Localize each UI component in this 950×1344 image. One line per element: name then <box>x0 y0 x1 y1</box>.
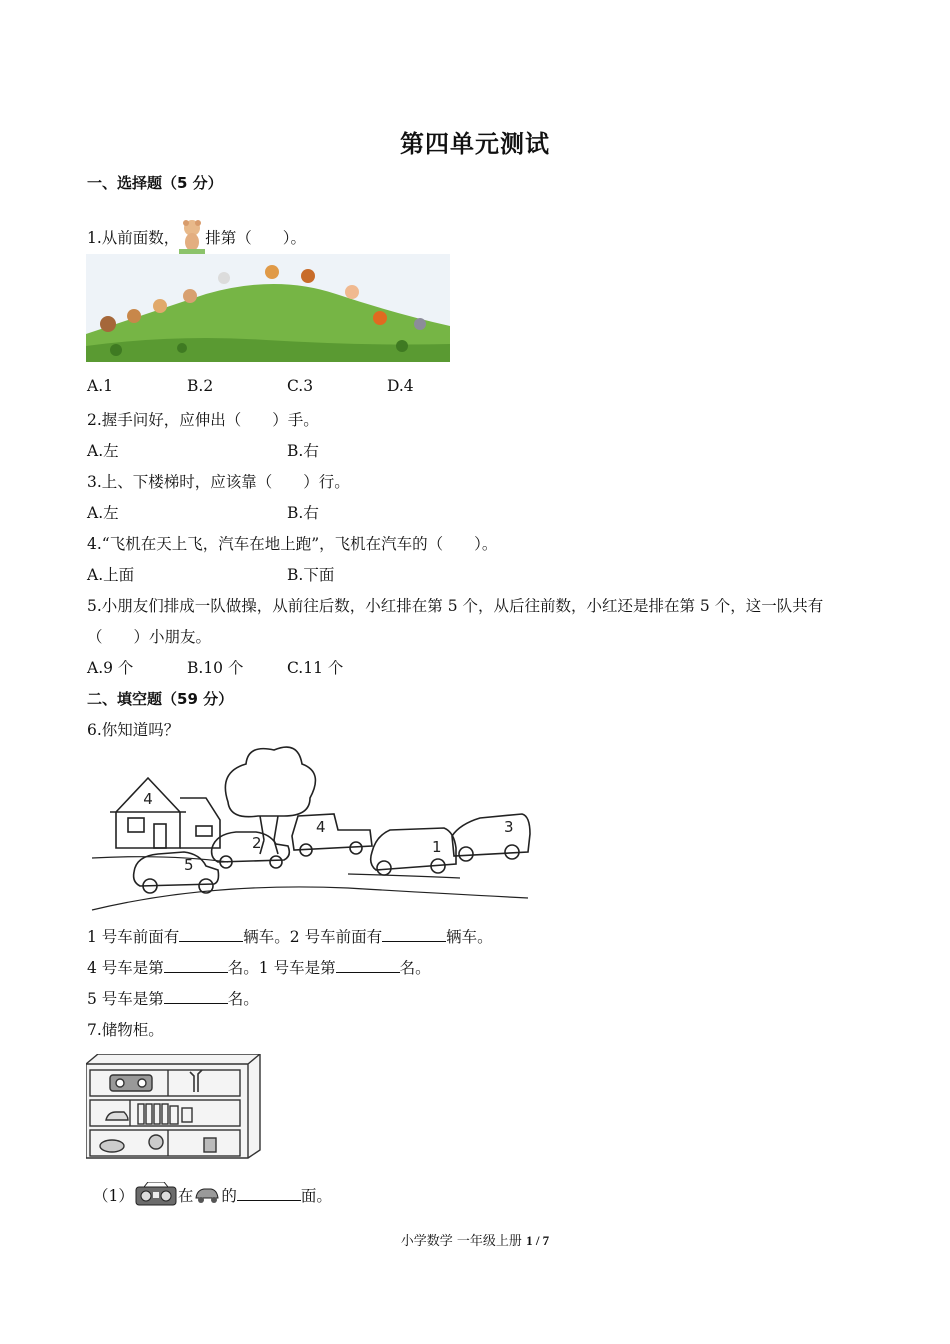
question-7-sub-1 <box>93 1182 332 1212</box>
q5-option-c: C.11 个 <box>287 659 344 677</box>
car-number-2: 2 <box>252 834 262 852</box>
page-number: 1 / 7 <box>526 1233 550 1248</box>
toy-car-icon <box>193 1184 221 1210</box>
q3-option-b: B.右 <box>287 504 319 522</box>
answer-blank[interactable] <box>382 927 446 942</box>
q4-option-a: A.上面 <box>87 566 135 584</box>
q6-line1-text-c: 辆车。 <box>446 928 493 946</box>
car-number-5: 5 <box>184 856 194 874</box>
question-4: 4.“飞机在天上飞，汽车在地上跑”，飞机在汽车的（ ）。 <box>87 535 498 553</box>
question-6-line-3 <box>87 987 259 1009</box>
q6-line2-text-b: 名。1 号车是第 <box>227 959 336 977</box>
q1-option-a: A.1 <box>87 377 113 395</box>
hill-animals-image <box>86 254 450 366</box>
q1-option-c: C.3 <box>287 377 314 395</box>
q3-option-a: A.左 <box>87 504 119 522</box>
storage-cabinet-image <box>86 1054 262 1164</box>
car-number-3: 3 <box>504 818 514 836</box>
answer-blank[interactable] <box>164 989 228 1004</box>
q7-sub1-text-side: 面。 <box>300 1187 332 1205</box>
car-number-1: 1 <box>432 838 442 856</box>
question-7: 7.储物柜。 <box>87 1021 164 1039</box>
question-2: 2.握手问好，应伸出（ ）手。 <box>87 411 319 429</box>
question-1-prefix: 1.从前面数， <box>87 229 180 247</box>
page-footer <box>0 1230 950 1249</box>
q2-option-b: B.右 <box>287 442 319 460</box>
footer-text: 小学数学 一年级上册 <box>400 1234 527 1249</box>
q6-line1-text-b: 辆车。2 号车前面有 <box>243 928 383 946</box>
answer-blank[interactable] <box>164 958 228 973</box>
q6-line2-text-c: 名。 <box>399 959 431 977</box>
radio-cassette-icon <box>134 1182 178 1212</box>
q5-option-a: A.9 个 <box>87 659 134 677</box>
q5-option-b: B.10 个 <box>187 659 244 677</box>
q6-line3-text-a: 5 号车是第 <box>87 990 164 1008</box>
section-heading-choice: 一、选择题（5 分） <box>87 174 223 192</box>
q4-option-b: B.下面 <box>287 566 335 584</box>
q7-sub1-number: （1） <box>93 1187 134 1205</box>
question-3: 3.上、下楼梯时，应该靠（ ）行。 <box>87 473 350 491</box>
house-number: 4 <box>143 790 153 808</box>
car-number-4: 4 <box>316 818 326 836</box>
q7-sub1-text-in: 在 <box>177 1187 194 1205</box>
question-6: 6.你知道吗？ <box>87 721 180 739</box>
answer-blank[interactable] <box>237 1186 301 1201</box>
question-1-suffix: 排第（ ）。 <box>205 229 307 247</box>
q7-sub1-text-of: 的 <box>221 1187 237 1205</box>
question-5-line-2: （ ）小朋友。 <box>87 628 212 646</box>
question-5-line-1: 5.小朋友们排成一队做操，从前往后数，小红排在第 5 个，从后往前数，小红还是排在第 5 个，这一队共有 <box>87 597 824 615</box>
cars-street-image <box>88 742 534 918</box>
q2-option-a: A.左 <box>87 442 119 460</box>
answer-blank[interactable] <box>179 927 243 942</box>
q6-line2-text-a: 4 号车是第 <box>87 959 164 977</box>
answer-blank[interactable] <box>336 958 400 973</box>
section-heading-fill: 二、填空题（59 分） <box>87 690 234 708</box>
page-title: 第四单元测试 <box>400 129 550 158</box>
question-6-line-2 <box>87 956 431 978</box>
q6-line3-text-b: 名。 <box>227 990 259 1008</box>
q1-option-b: B.2 <box>187 377 214 395</box>
question-6-line-1 <box>87 925 493 947</box>
q6-line1-text-a: 1 号车前面有 <box>87 928 180 946</box>
q1-option-d: D.4 <box>387 377 414 395</box>
